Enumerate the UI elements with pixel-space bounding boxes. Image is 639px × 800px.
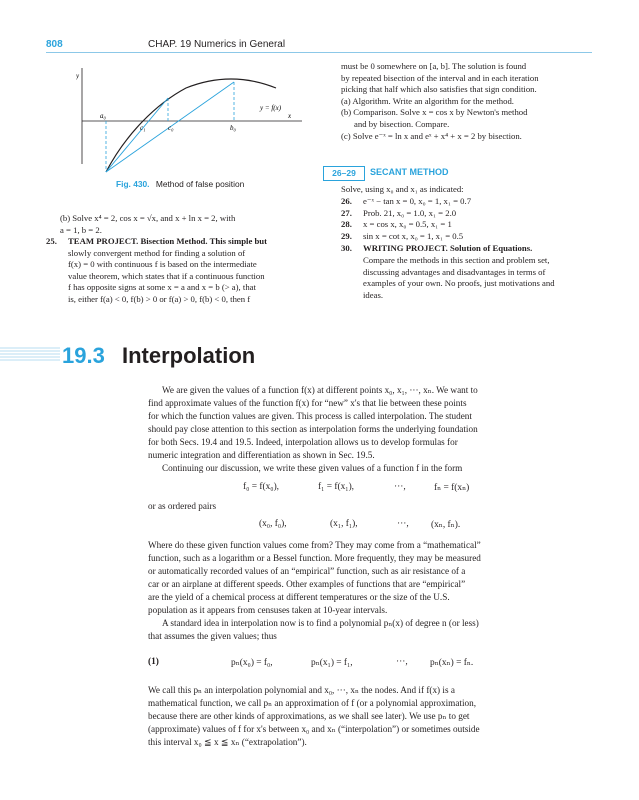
text-line: car or an airplane at different speeds. Other examples of functions that are “empirical”: [148, 579, 466, 589]
exercise-text: e⁻ˣ − tan x = 0, x₀ = 1, x₁ = 0.7: [363, 195, 472, 206]
text-line: this interval x₀ ≦ x ≦ xₙ (“extrapolation”).: [148, 737, 307, 747]
text-line: should pay close attention to this section as interpolation forms the underlying foundation: [148, 424, 478, 434]
exercise-30-line: WRITING PROJECT. Solution of Equations.: [363, 242, 533, 253]
text-line: find approximate values of the function f(x) for “new” x's that lie between these points: [148, 398, 467, 408]
pair-dots: ···,: [397, 519, 409, 529]
text-line: Where do these given function values come from? They may come from a “mathematical”: [148, 540, 481, 550]
exercise-number: 26.: [341, 195, 352, 206]
label-a0: a₀: [100, 112, 106, 120]
exercise-item: [341, 219, 591, 231]
text-line: population as it appears from censuses taken at 10-year intervals.: [148, 605, 388, 615]
text-line: that assumes the given values; thus: [148, 631, 277, 641]
page-number: 808: [46, 39, 63, 50]
exercise-number: 29.: [341, 231, 352, 242]
exercise-25-continued: [341, 61, 591, 142]
secant-intro: Solve, using x₀ and x₁ as indicated:: [341, 184, 464, 194]
exercise-30-line: examples of your own. No proofs, just motivations and: [363, 278, 555, 289]
part-c: (c) Solve e⁻ˣ = ln x and eˣ + x⁴ + x = 2 by bisection.: [341, 130, 522, 141]
text-line: because there are other kinds of approximations, as we shall see later). We use pₙ to get: [148, 711, 470, 721]
exercise-item: [341, 196, 591, 208]
problem-range-badge: 26–29: [323, 166, 365, 181]
text-line: function, such as a logarithm or a Bessel function. More frequently, they may be measured: [148, 553, 481, 563]
text-line: are the yield of a chemical process at different temperatures or the size of the U.S.: [148, 592, 450, 602]
chapter-header: CHAP. 19 Numerics in General: [148, 39, 286, 50]
exercise-25-line: TEAM PROJECT. Bisection Method. This simple but: [68, 236, 268, 246]
paragraph-intro: [148, 384, 592, 475]
ordered-pairs-text: or as ordered pairs: [148, 501, 217, 511]
text-line: Continuing our discussion, we write these given values of a function f in the form: [162, 463, 463, 473]
text-line: A standard idea in interpolation now is to find a polynomial pₙ(x) of degree n (or less): [162, 618, 479, 628]
label-c1: c₁: [140, 124, 146, 132]
pair-1: (x₁, f₁),: [330, 519, 358, 529]
exercise-25-line: value theorem, which states that if a continuous function: [68, 270, 265, 281]
cont-line: picking that half which also satisfies that sign condition.: [341, 84, 537, 95]
exercise-24b-line1: (b) Solve x⁴ = 2, cos x = √x, and x + ln x = 2, with: [60, 213, 236, 223]
part-a: (a) Algorithm. Write an algorithm for the method.: [341, 95, 514, 106]
secant-exercises: [341, 184, 591, 302]
exercise-item: [341, 208, 591, 220]
text-line: (approximate) values of f for x's between x₀ and xₙ (“interpolation”) or sometimes outside: [148, 724, 480, 734]
exercise-24b-line2: a = 1, b = 2.: [60, 224, 102, 235]
eq-dots: ···,: [394, 482, 406, 492]
eq-f1: f₁ = f(x₁),: [318, 482, 355, 492]
text-line: numeric integration and differentiation as shown in Sec. 19.5.: [148, 450, 375, 460]
exercise-25: [46, 236, 306, 306]
text-line: for which the function values are given. This process is called interpolation. The student: [148, 411, 472, 421]
exercise-item: [341, 231, 591, 243]
false-position-figure: [76, 64, 304, 182]
eq-fn: fₙ = f(xₙ): [434, 483, 470, 493]
text-line: We call this pₙ an interpolation polynomial and x₀, ···, xₙ the nodes. And if f(x) is a: [148, 685, 455, 695]
figure-caption-label: Fig. 430.: [116, 179, 150, 189]
exercise-text: x = cos x, x₀ = 0.5, x₁ = 1: [363, 219, 452, 230]
header-rule: [46, 52, 592, 53]
text-line: or automatically recorded values of an “empirical” function, such as air resistance of a: [148, 566, 466, 576]
label-c0: c₀: [168, 124, 174, 132]
eq1-a: pₙ(x₀) = f₀,: [231, 658, 273, 668]
figure-caption: [116, 179, 244, 189]
exercise-30-number: 30.: [341, 242, 352, 253]
equation-1-label: (1): [148, 657, 159, 667]
exercise-25-line: f(x) = 0 with continuous f is based on the intermediate: [68, 259, 257, 270]
function-curve: [106, 79, 276, 172]
cont-line: by repeated bisection of the interval and in each iteration: [341, 72, 539, 83]
exercise-number: 27.: [341, 207, 352, 218]
text-line: for both Secs. 19.4 and 19.5. Indeed, interpolation allows us to develop formulas for: [148, 437, 458, 447]
exercise-24b: [46, 213, 306, 236]
exercise-25-line: is, either f(a) < 0, f(b) > 0 or f(a) > 0, f(b) < 0, then f: [68, 293, 251, 304]
exercise-text: sin x = cot x, x₀ = 1, x₁ = 0.5: [363, 231, 464, 242]
exercise-25-line: slowly convergent method for finding a solution of: [68, 247, 246, 258]
exercise-text: Prob. 21, x₀ = 1.0, x₁ = 2.0: [363, 207, 457, 218]
exercise-25-number: 25.: [46, 236, 57, 246]
label-b0: b₀: [230, 124, 236, 132]
pair-n: (xₙ, fₙ).: [431, 520, 461, 530]
paragraph-polynomial: [148, 684, 592, 749]
eq1-c: pₙ(xₙ) = fₙ.: [430, 658, 474, 668]
label-y: y: [76, 72, 80, 80]
cont-line: must be 0 somewhere on [a, b]. The solution is found: [341, 61, 527, 71]
figure-caption-text: Method of false position: [155, 179, 245, 189]
part-b-line2: and by bisection. Compare.: [354, 118, 450, 129]
exercise-25-line: f has opposite signs at some x = a and x = b (> a), that: [68, 282, 256, 293]
section-number: 19.3: [62, 343, 105, 368]
pair-0: (x₀, f₀),: [259, 519, 287, 529]
section-title: Interpolation: [122, 343, 256, 368]
exercise-30-line: ideas.: [363, 290, 384, 301]
part-b-line1: (b) Comparison. Solve x = cos x by Newton's method: [341, 107, 528, 118]
exercise-30-line: discussing advantages and disadvantages in terms of: [363, 266, 546, 277]
exercise-30-line: Compare the methods in this section and problem set,: [363, 254, 550, 265]
exercise-30: [341, 243, 591, 302]
eq1-b: pₙ(x₁) = f₁,: [311, 658, 353, 668]
eq-f0: f₀ = f(x₀),: [243, 482, 280, 492]
exercise-number: 28.: [341, 219, 352, 230]
label-fx: y = f(x): [260, 104, 282, 112]
paragraph-sources: [148, 539, 592, 643]
problem-set-title: SECANT METHOD: [370, 167, 449, 177]
eq1-dots: ···,: [396, 657, 408, 667]
text-line: mathematical function, we call pₙ an approximation of f (or a polynomial approximation,: [148, 698, 476, 708]
text-line: We are given the values of a function f(x) at different points x₀, x₁, ···, xₙ. We want to: [162, 385, 478, 395]
label-x: x: [288, 112, 292, 120]
